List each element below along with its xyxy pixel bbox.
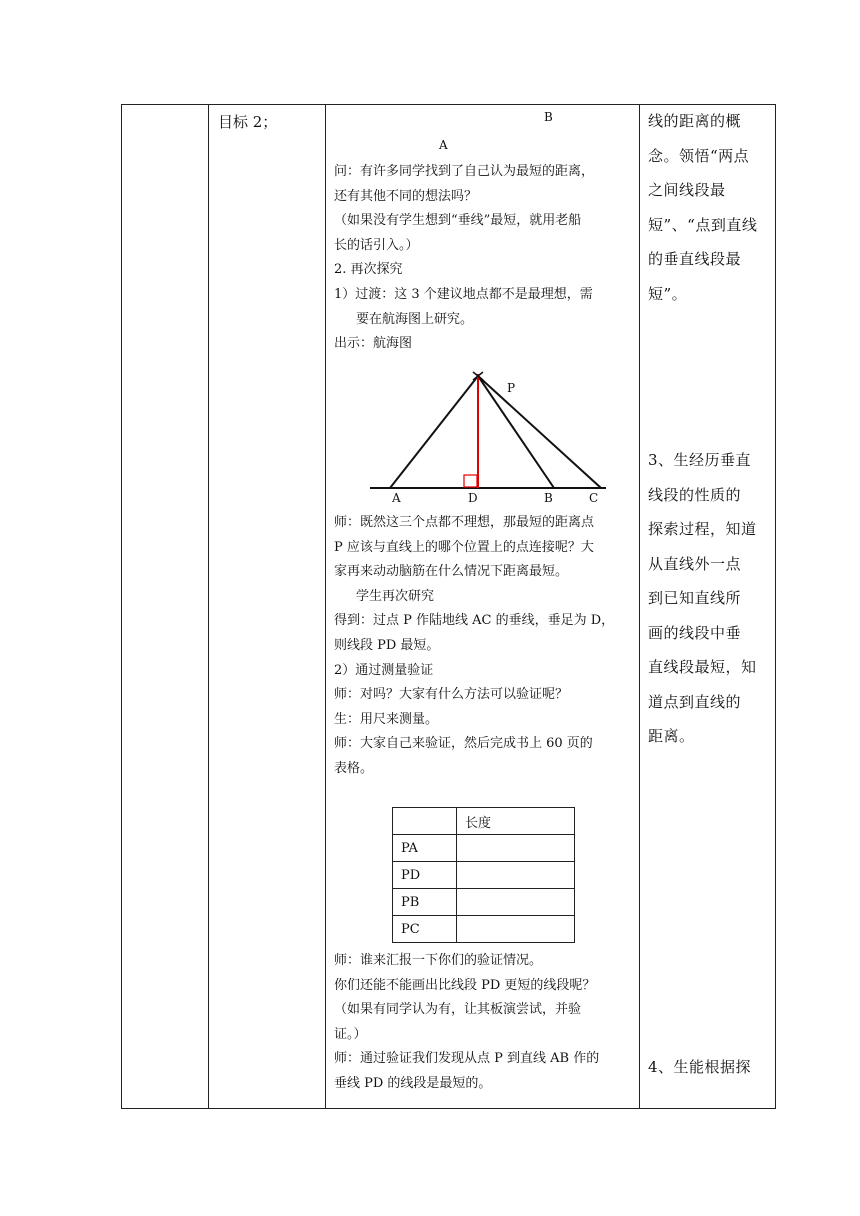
text-line: 线的距离的概 <box>648 112 742 130</box>
text-line: 问：有许多同学找到了自己认为最短的距离， <box>334 164 595 179</box>
text-line: 到已知直线所 <box>648 589 742 607</box>
text-line: P 应该与直线上的哪个位置上的点连接呢？大 <box>334 539 594 555</box>
segment-pb <box>478 376 554 488</box>
column-divider <box>208 105 209 1108</box>
text-line: 则线段 PD 最短。 <box>334 637 440 653</box>
table-cell <box>393 808 457 835</box>
top-figure-label-a: A <box>439 138 448 152</box>
main-text-block-1 <box>334 160 638 357</box>
text-line: 探索过程，知道 <box>648 520 757 538</box>
text-line: 1）过渡：这 3 个建议地点都不是最理想，需 <box>334 286 593 302</box>
text-line: 表格。 <box>334 760 374 776</box>
text-line: 师：大家自己来验证，然后完成书上 60 页的 <box>334 736 593 752</box>
table-row <box>393 862 575 889</box>
text-line: 2. 再次探究 <box>334 262 403 278</box>
main-text-block-2 <box>334 511 638 782</box>
table-cell: PA <box>393 835 457 862</box>
text-line: 学生再次研究 <box>356 588 435 604</box>
text-line: 出示：航海图 <box>334 336 413 352</box>
table-header-row <box>393 808 575 835</box>
table-cell: PD <box>393 862 457 889</box>
label-b: B <box>544 491 553 505</box>
text-line: 长的话引入。） <box>334 237 419 253</box>
objective-text-3 <box>648 1050 770 1085</box>
text-line: 从直线外一点 <box>648 554 742 573</box>
column-divider <box>639 105 640 1108</box>
objective-text-2 <box>648 443 770 754</box>
text-line: （如果没有学生想到“垂线”最短，就用老船 <box>334 213 582 229</box>
text-line: 念。领悟“两点 <box>648 146 750 165</box>
text-line: 距离。 <box>648 727 695 745</box>
table-cell <box>457 889 575 916</box>
right-angle-mark <box>464 475 477 487</box>
table-cell: PB <box>393 889 457 916</box>
text-line: 之间线段最 <box>648 181 726 199</box>
objective-text-1 <box>648 104 770 311</box>
main-text-block-3 <box>334 949 638 1097</box>
text-line: （如果有同学认为有，让其板演尝试，并验 <box>334 1002 582 1018</box>
text-line: 得到：过点 P 作陆地线 AC 的垂线，垂足为 D， <box>334 613 615 629</box>
table-cell <box>457 862 575 889</box>
text-line: 道点到直线的 <box>648 692 742 711</box>
table-row <box>393 835 575 862</box>
text-line: 4、生能根据探 <box>648 1058 752 1076</box>
text-line: 家再来动动脑筋在什么情况下距离最短。 <box>334 564 569 580</box>
table-cell <box>457 916 575 943</box>
text-line: 2）通过测量验证 <box>334 662 434 678</box>
text-line: 师：对吗？大家有什么方法可以验证呢？ <box>334 687 569 703</box>
text-line: 证。） <box>334 1026 367 1042</box>
text-line: 线段的性质的 <box>648 485 742 504</box>
label-d: D <box>468 491 478 505</box>
text-line: 画的线段中垂 <box>648 623 742 642</box>
goal-cell: 目标 2； <box>218 113 278 131</box>
text-line: 短”、“点到直线 <box>648 215 758 234</box>
text-line: 短”。 <box>648 284 688 303</box>
table-header-length: 长度 <box>457 808 575 835</box>
text-line: 师：通过验证我们发现从点 P 到直线 AB 作的 <box>334 1051 600 1067</box>
text-line: 师：既然这三个点都不理想，那最短的距离点 <box>334 515 595 530</box>
label-a: A <box>392 491 401 505</box>
table-row <box>393 916 575 943</box>
table-cell: PC <box>393 916 457 943</box>
text-line: 还有其他不同的想法吗？ <box>334 188 478 204</box>
label-c: C <box>589 491 599 505</box>
text-line: 的垂直线段最 <box>648 250 742 268</box>
column-divider <box>325 105 326 1108</box>
text-line: 3、生经历垂直 <box>648 451 752 469</box>
text-line: 直线段最短，知 <box>648 658 757 676</box>
text-line: 师：谁来汇报一下你们的验证情况。 <box>334 953 543 968</box>
text-line: 生：用尺来测量。 <box>334 711 439 727</box>
table-cell <box>457 835 575 862</box>
segment-pc <box>478 376 601 488</box>
measurement-table <box>392 807 575 943</box>
label-p: P <box>507 381 516 395</box>
nautical-chart-figure <box>360 368 610 508</box>
segment-pa <box>390 376 478 488</box>
table-row <box>393 889 575 916</box>
top-figure-label-b: B <box>544 110 553 124</box>
text-line: 你们还能不能画出比线段 PD 更短的线段呢？ <box>334 977 596 993</box>
text-line: 垂线 PD 的线段是最短的。 <box>334 1075 492 1091</box>
text-line: 要在航海图上研究。 <box>356 311 474 327</box>
